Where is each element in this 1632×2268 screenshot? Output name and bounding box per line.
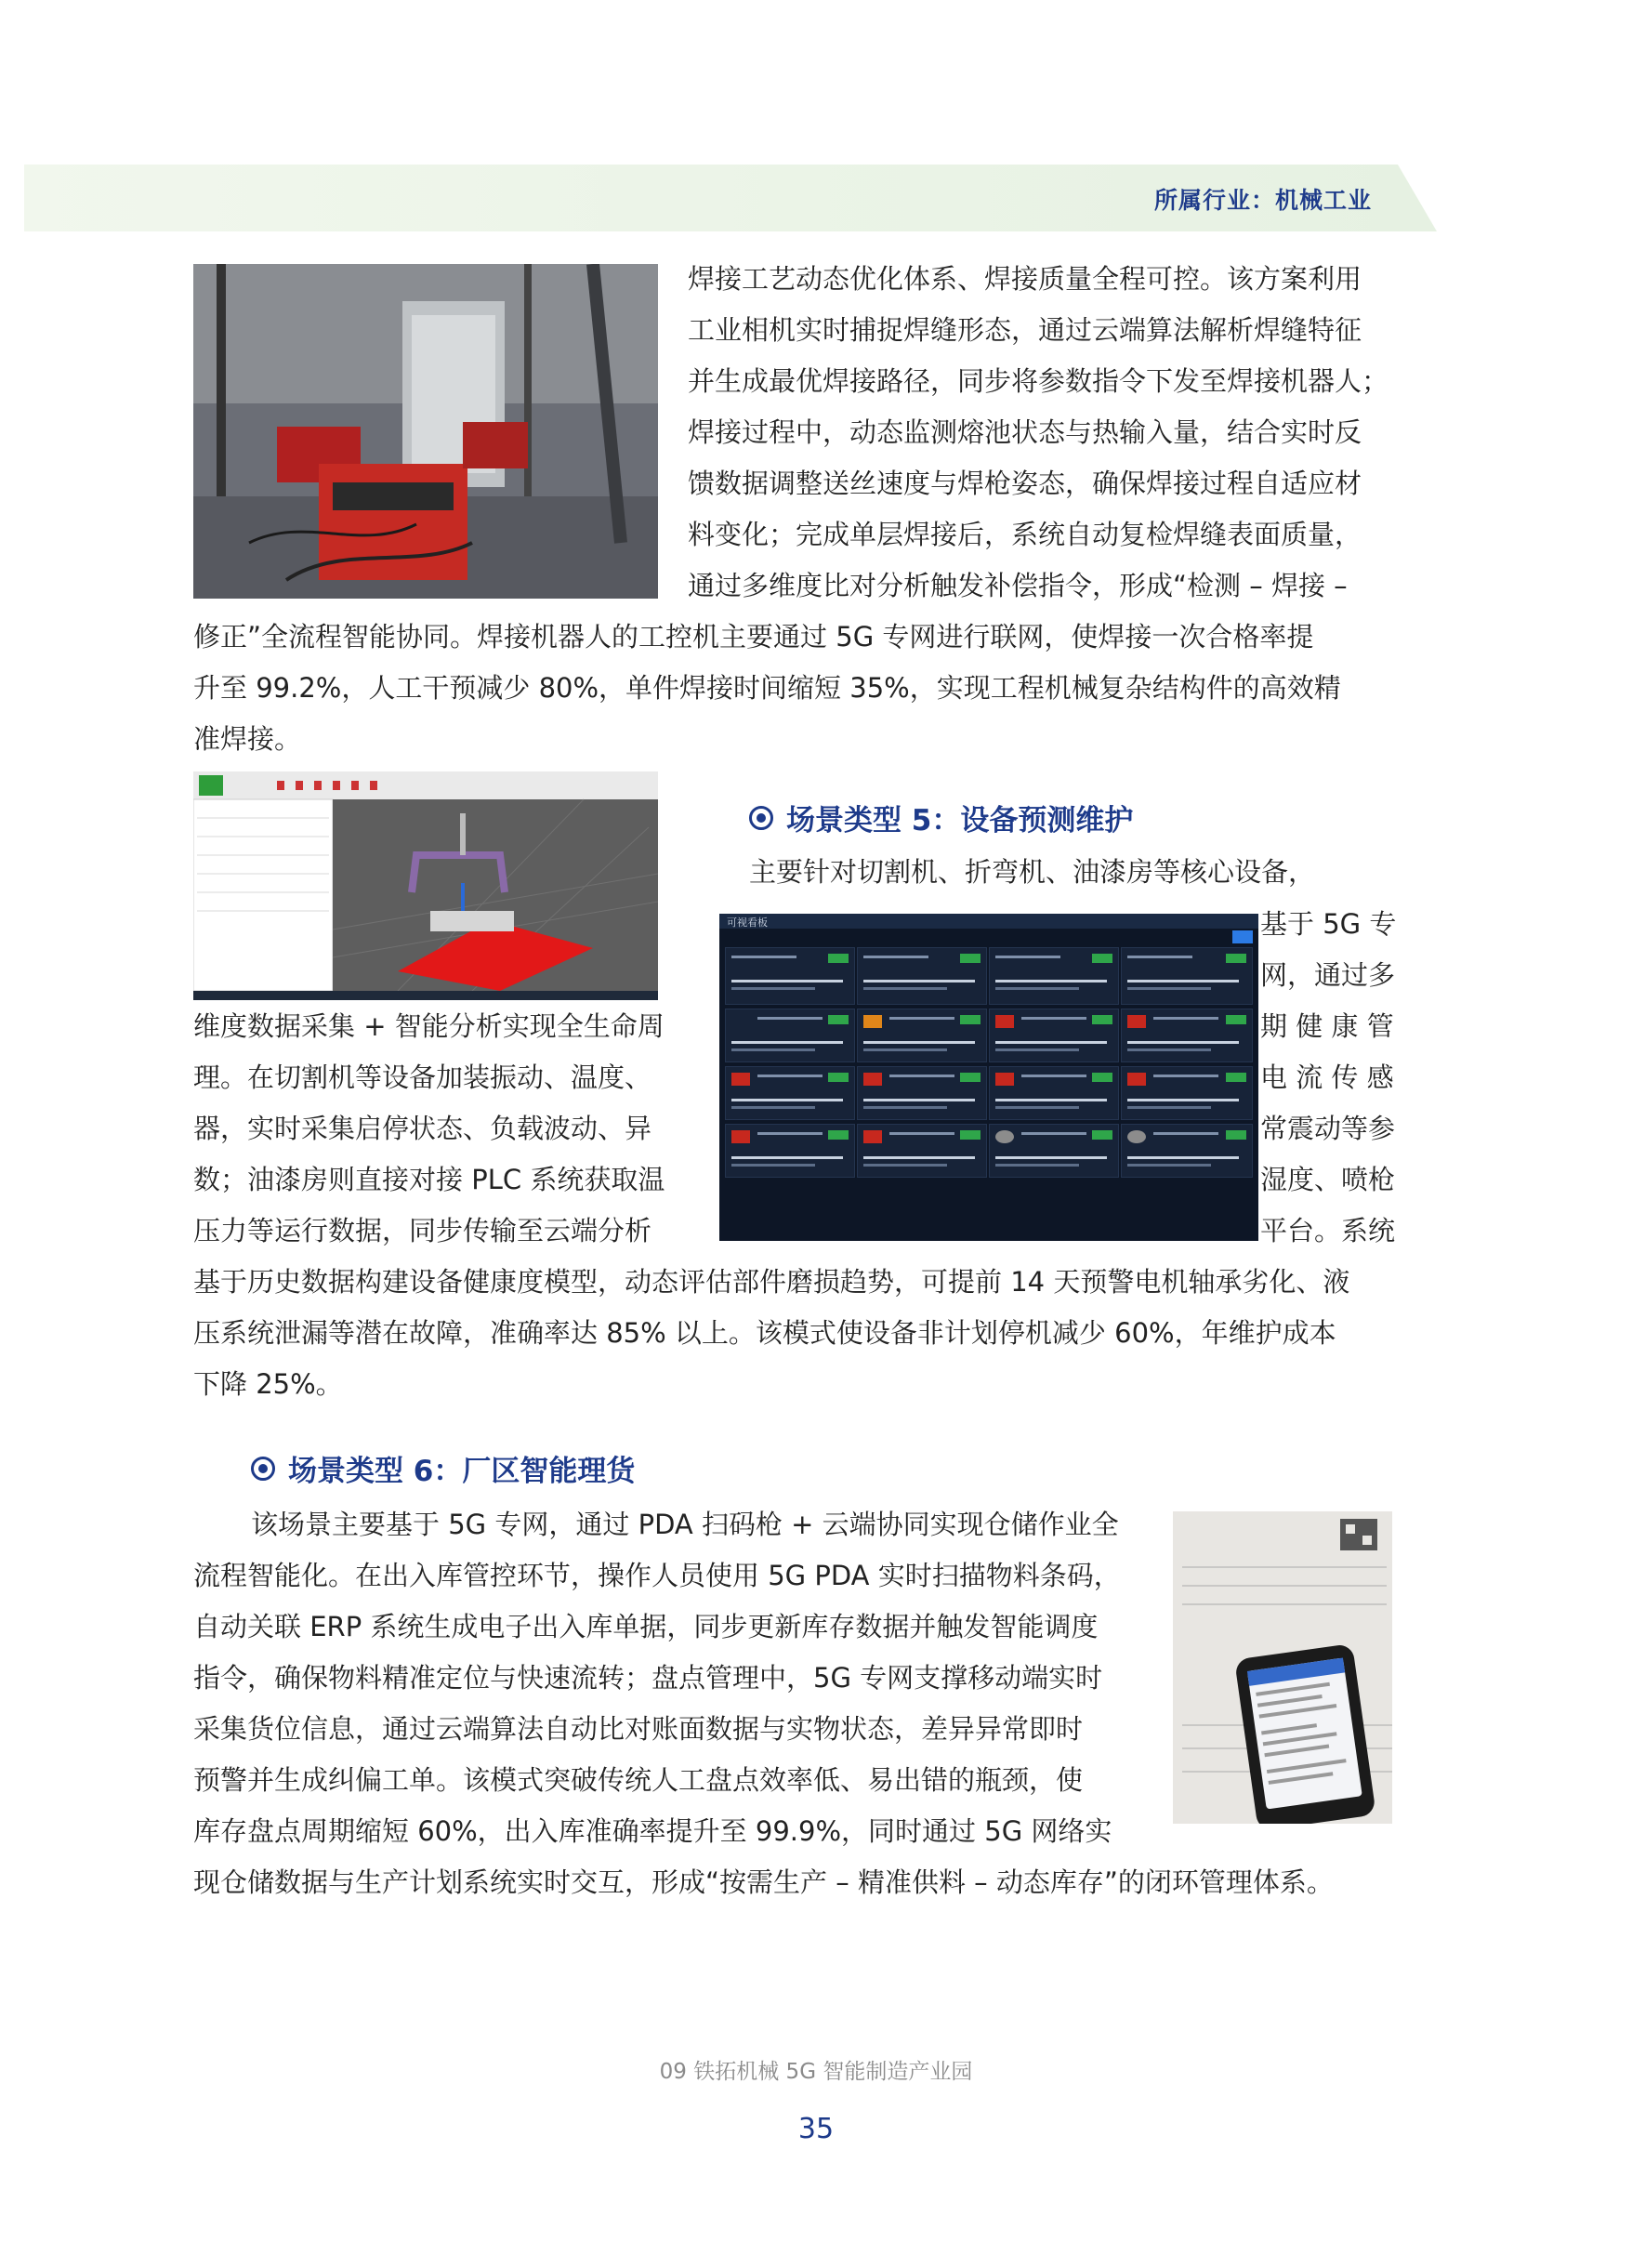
welding-photo	[193, 264, 658, 599]
para-line: 自动关联 ERP 系统生成电子出入库单据，同步更新库存数据并触发智能调度	[193, 1611, 1099, 1642]
para-line: 焊接过程中，动态监测熔池状态与热输入量，结合实时反	[688, 416, 1362, 448]
bullet-circle-icon	[749, 806, 773, 830]
para-line: 理。在切割机等设备加装振动、温度、	[193, 1061, 652, 1093]
para-line: 器，实时采集启停状态、负载波动、异	[193, 1113, 652, 1144]
para-line: 数；油漆房则直接对接 PLC 系统获取温	[193, 1164, 665, 1195]
pda-scanner-photo	[1173, 1511, 1392, 1824]
footer-caption: 09 铁拓机械 5G 智能制造产业园	[659, 2060, 973, 2084]
bullet-circle-icon	[251, 1457, 275, 1481]
para-line: 并生成最优焊接路径，同步将参数指令下发至焊接机器人；	[688, 365, 1389, 397]
para-line: 流程智能化。在出入库管控环节，操作人员使用 5G PDA 实时扫描物料条码，	[193, 1560, 1121, 1591]
para-line: 下降 25%。	[193, 1368, 343, 1400]
para-line: 准焊接。	[193, 723, 302, 755]
para-line: 焊接工艺动态优化体系、焊接质量全程可控。该方案利用	[688, 263, 1362, 295]
para-line: 常震动等参	[1260, 1113, 1396, 1144]
robot-software-screenshot	[193, 771, 658, 1000]
para-line: 主要针对切割机、折弯机、油漆房等核心设备，	[749, 856, 1316, 888]
dashboard-title: 可视看板	[727, 916, 768, 929]
para-line: 基于 5G 专	[1260, 908, 1397, 940]
para-line: 馈数据调整送丝速度与焊枪姿态，确保焊接过程自适应材	[688, 468, 1362, 499]
para-line: 现仓储数据与生产计划系统实时交互，形成“按需生产 – 精准供料 – 动态库存”的闭环管理体系。	[193, 1866, 1334, 1898]
para-line: 库存盘点周期缩短 60%，出入库准确率提升至 99.9%，同时通过 5G 网络实	[193, 1815, 1112, 1847]
page-number: 35	[797, 2113, 835, 2145]
para-line: 通过多维度比对分析触发补偿指令，形成“检测 – 焊接 –	[688, 570, 1348, 601]
para-line: 工业相机实时捕捉焊缝形态，通过云端算法解析焊缝特征	[688, 314, 1362, 346]
monitoring-dashboard-screenshot	[719, 914, 1258, 1241]
para-line: 维度数据采集 + 智能分析实现全生命周	[193, 1010, 665, 1042]
section-heading: 场景类型 5：设备预测维护	[749, 797, 1133, 838]
para-line: 基于历史数据构建设备健康度模型，动态评估部件磨损趋势，可提前 14 天预警电机轴承劣化、液	[193, 1266, 1350, 1298]
para-line: 湿度、喷枪	[1260, 1164, 1396, 1195]
para-line: 压力等运行数据，同步传输至云端分析	[193, 1215, 652, 1246]
para-line: 期 健 康 管	[1260, 1010, 1394, 1042]
para-line: 压系统泄漏等潜在故障，准确率达 85% 以上。该模式使设备非计划停机减少 60%，年维护成本	[193, 1317, 1336, 1349]
para-line: 该场景主要基于 5G 专网，通过 PDA 扫码枪 + 云端协同实现仓储作业全	[251, 1509, 1119, 1540]
para-line: 网，通过多	[1260, 959, 1396, 991]
para-line: 料变化；完成单层焊接后，系统自动复检焊缝表面质量，	[688, 519, 1362, 550]
para-line: 预警并生成纠偏工单。该模式突破传统人工盘点效率低、易出错的瓶颈，使	[193, 1764, 1084, 1796]
industry-label: 所属行业：机械工业	[1153, 187, 1372, 214]
para-line: 升至 99.2%，人工干预减少 80%，单件焊接时间缩短 35%，实现工程机械复杂结构件的高效精	[193, 672, 1341, 704]
section-heading: 场景类型 6：厂区智能理货	[251, 1447, 635, 1489]
para-line: 平台。系统	[1260, 1215, 1396, 1246]
para-line: 指令，确保物料精准定位与快速流转；盘点管理中，5G 专网支撑移动端实时	[193, 1662, 1103, 1694]
para-line: 采集货位信息，通过云端算法自动比对账面数据与实物状态，差异异常即时	[193, 1713, 1084, 1745]
para-line: 电 流 传 感	[1260, 1061, 1394, 1093]
para-line: 修正”全流程智能协同。焊接机器人的工控机主要通过 5G 专网进行联网，使焊接一次合格率提	[193, 621, 1314, 653]
